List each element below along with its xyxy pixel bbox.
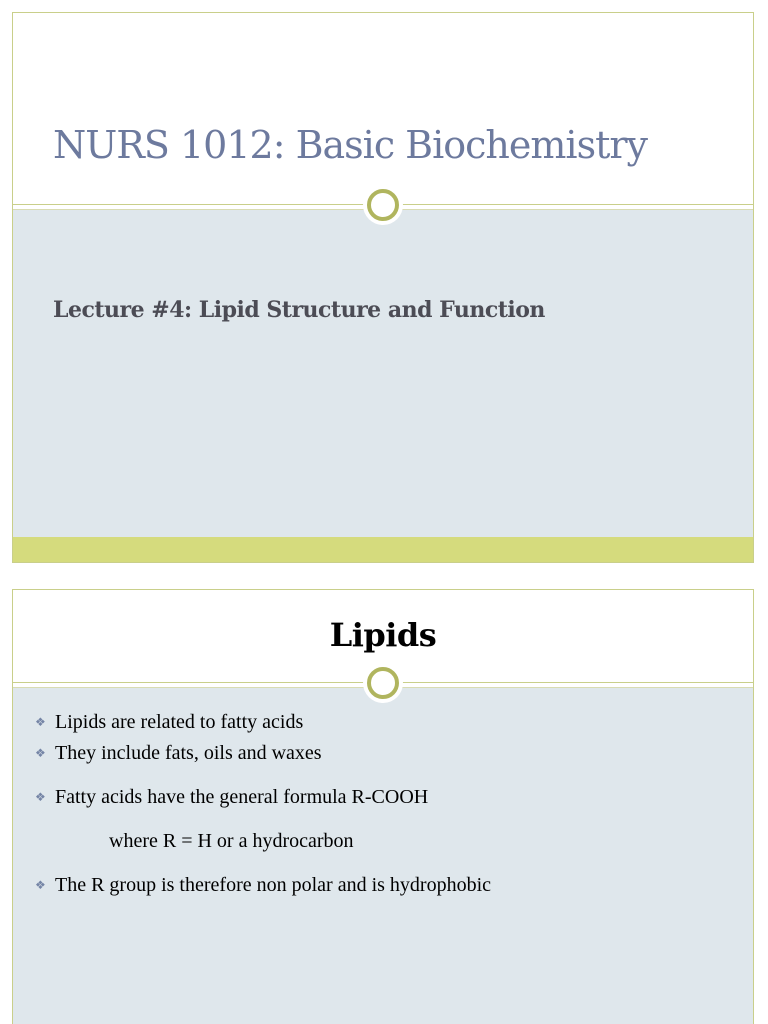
diamond-bullet-icon: ❖	[35, 715, 46, 729]
bullet-text: The R group is therefore non polar and is hydrophobic	[55, 874, 492, 896]
bullet-item	[35, 872, 491, 898]
slide-1-content-area	[13, 210, 753, 537]
slide-title: Lipids	[329, 616, 437, 654]
bullet-text: Fatty acids have the general formula R-COOH	[55, 786, 429, 808]
bullet-item	[35, 740, 322, 766]
divider-ring-ornament	[367, 189, 399, 221]
bullet-item	[35, 709, 303, 735]
presentation-subtitle: Lecture #4: Lipid Structure and Function	[53, 297, 545, 323]
diamond-bullet-icon: ❖	[35, 746, 46, 760]
diamond-bullet-icon: ❖	[35, 790, 46, 804]
indented-text: where R = H or a hydrocarbon	[109, 830, 354, 852]
bullet-text: They include fats, oils and waxes	[55, 742, 322, 764]
slide-2-content-area	[13, 688, 753, 1024]
bottom-accent-band	[13, 537, 753, 563]
slide-2	[12, 589, 754, 1024]
bullet-item	[35, 784, 428, 810]
presentation-title: NURS 1012: Basic Biochemistry	[53, 123, 647, 167]
diamond-bullet-icon: ❖	[35, 878, 46, 892]
slide-1	[12, 12, 754, 563]
slide-1-title-area	[13, 13, 753, 205]
divider-ring-ornament	[367, 667, 399, 699]
bullet-text: Lipids are related to fatty acids	[55, 711, 304, 733]
